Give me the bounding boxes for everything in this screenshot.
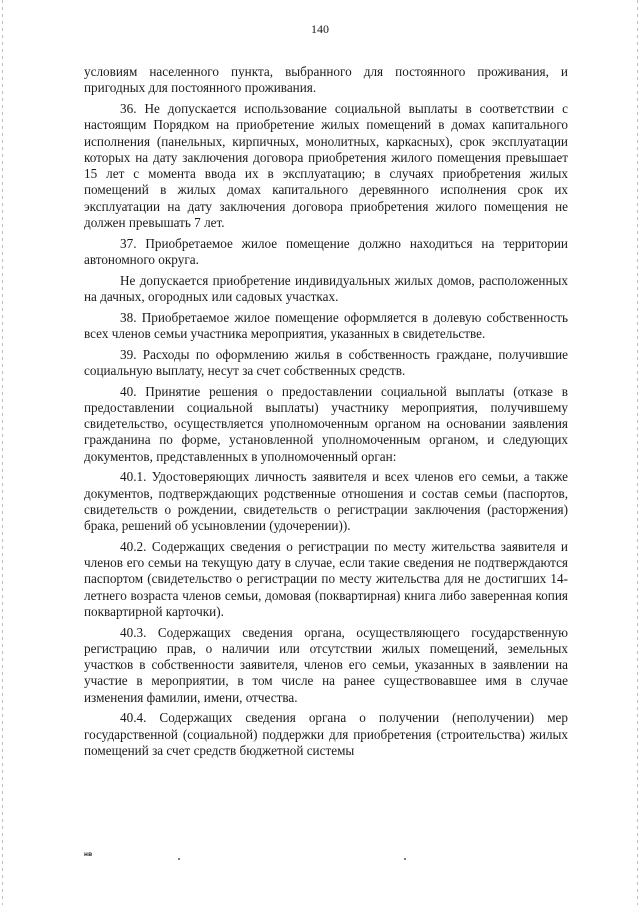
paragraph-36: 36. Не допускается использование социальной выплаты в соответствии с настоящим Порядком на приобретение жилых помещений в домах капитального исполнения (панельных, кирпичных, монолитных, каркасных), срок эксплуатации которых на дату заключения договора приобретения жилого помещения превышает 15 лет с момента ввода их в эксплуатацию; в случаях приобретения жилых помещений в жилых домах капитального деревянного исполнения срок их эксплуатации на дату заключения договора приобретения жилого помещения не должен превышать 7 лет. — [84, 101, 568, 230]
paragraph-40-4: 40.4. Содержащих сведения органа о получении (неполучении) мер государственной (социальной) поддержки для приобретения (строительства) жилых помещений за счет средств бюджетной системы — [84, 710, 568, 758]
paragraph-40-1: 40.1. Удостоверяющих личность заявителя и всех членов его семьи, а также документов, подтверждающих родственные отношения и состав семьи (паспортов, свидетельств о рождении, свидетельств о регистрации заключения (расторжения) брака, решений об усыновлении (удочерении)). — [84, 469, 568, 533]
paragraph-continuation: условиям населенного пункта, выбранного для постоянного проживания, и пригодных для постоянного проживания. — [84, 64, 568, 96]
document-body — [84, 64, 568, 764]
paragraph-37-note: Не допускается приобретение индивидуальных жилых домов, расположенных на дачных, огородных или садовых участках. — [84, 272, 568, 304]
footer-code: нв — [84, 851, 93, 858]
page-number: 140 — [311, 22, 329, 36]
scan-edge-left — [2, 0, 3, 905]
scan-speck — [178, 858, 180, 860]
paragraph-39: 39. Расходы по оформлению жилья в собственность граждане, получившие социальную выплату, несут за счет собственных средств. — [84, 346, 568, 378]
paragraph-40-3: 40.3. Содержащих сведения органа, осуществляющего государственную регистрацию прав, о наличии или отсутствии жилых помещений, земельных участков в собственности заявителя, членов его семьи, указанных в заявлении на участие в мероприятии, в том числе на ранее существовавшее имя в случае изменения фамилии, имени, отчества. — [84, 624, 568, 705]
paragraph-38: 38. Приобретаемое жилое помещение оформляется в долевую собственность всех членов семьи участника мероприятия, указанных в свидетельстве. — [84, 309, 568, 341]
paragraph-40-2: 40.2. Содержащих сведения о регистрации по месту жительства заявителя и членов его семьи на текущую дату в случае, если такие сведения не подтверждаются паспортом (свидетельство о регистрации по месту жительства для не достигших 14-летнего возраста членов семьи, домовая (поквартирная) книга либо заверенная копия поквартирной карточки). — [84, 538, 568, 619]
scan-speck — [404, 858, 406, 860]
paragraph-37: 37. Приобретаемое жилое помещение должно находиться на территории автономного округа. — [84, 235, 568, 267]
paragraph-40: 40. Принятие решения о предоставлении социальной выплаты (отказе в предоставлении социальной выплаты) участнику мероприятия, получившему свидетельство, осуществляется уполномоченным органом на основании заявления гражданина по форме, установленной уполномоченным органом, и следующих документов, представленных в уполномоченный орган: — [84, 383, 568, 464]
scan-edge-right — [637, 0, 638, 905]
